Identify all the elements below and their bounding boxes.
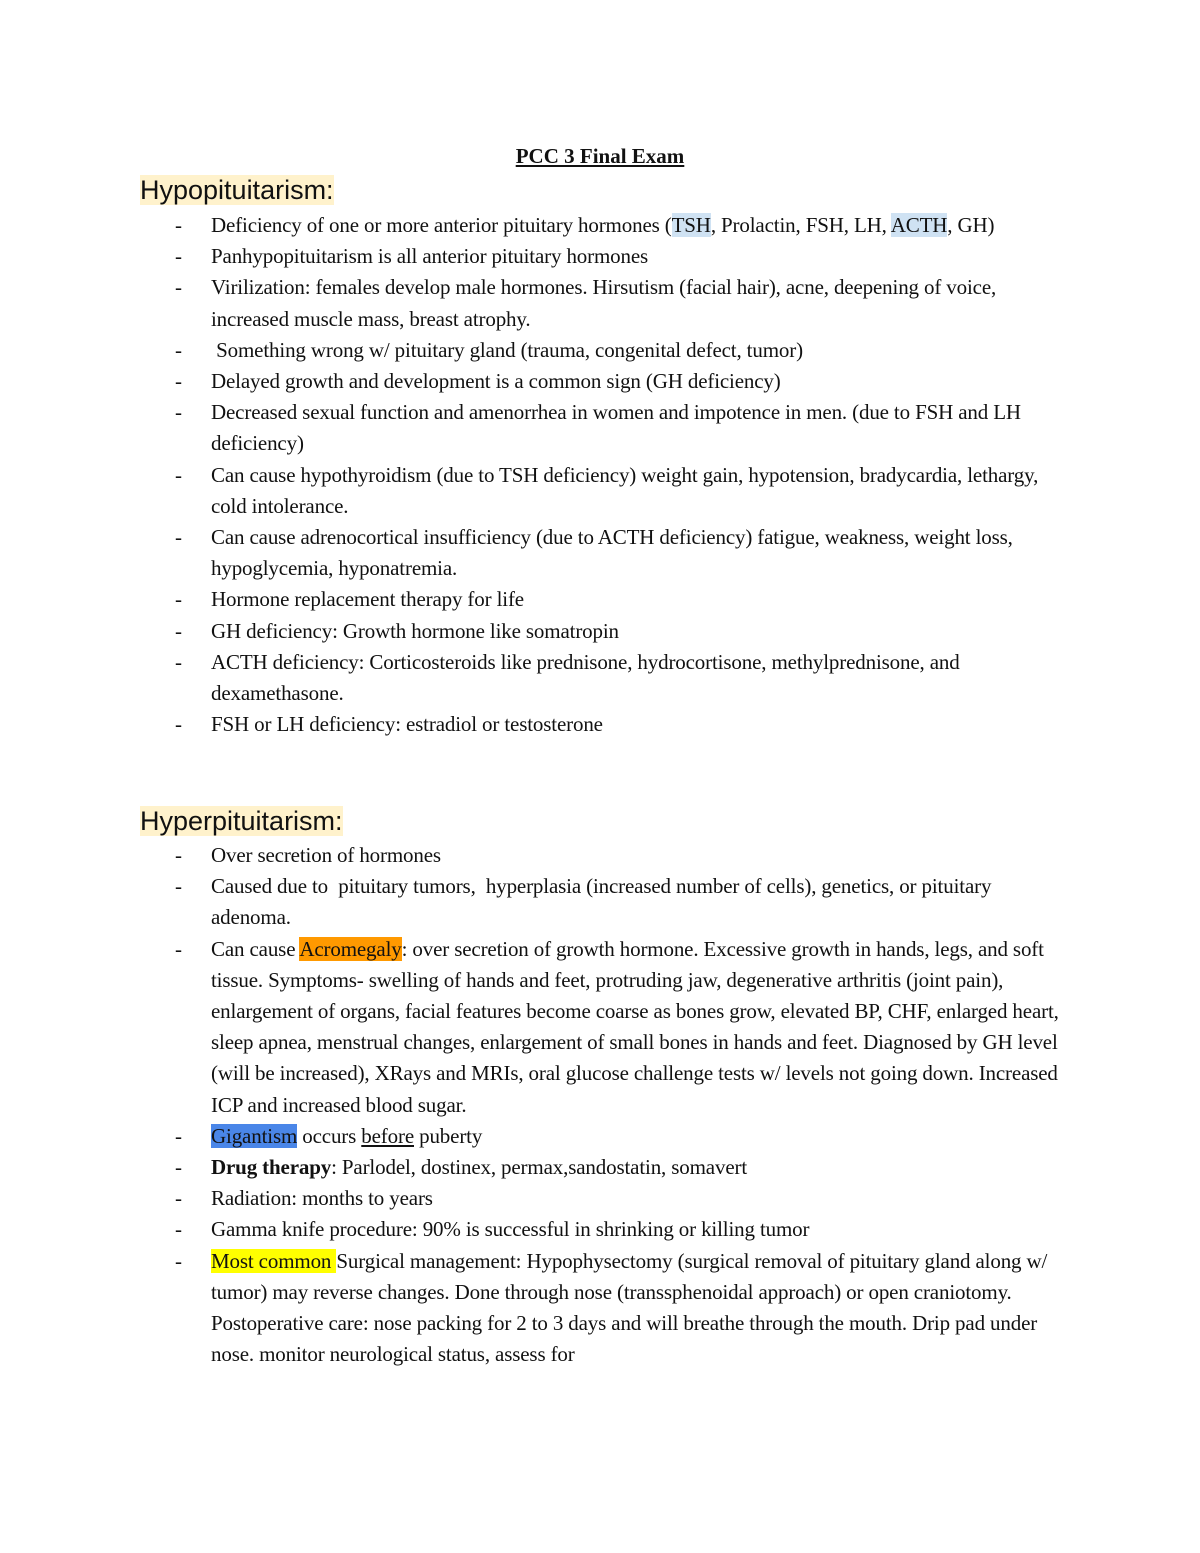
list-item: - FSH or LH deficiency: estradiol or testosterone [170, 709, 1070, 740]
text-run: , GH) [947, 213, 995, 237]
list-item [170, 1121, 1070, 1152]
highlight-gigantism: Gigantism [211, 1123, 298, 1148]
list-item: - Gamma knife procedure: 90% is successful in shrinking or killing tumor [170, 1214, 1070, 1245]
bold-drug-therapy: Drug therapy [211, 1155, 332, 1180]
highlight-most-common: Most common [211, 1248, 337, 1273]
text-run: Deficiency of one or more anterior pituitary hormones ( [211, 213, 672, 237]
text-run: puberty [414, 1123, 483, 1148]
page-title: PCC 3 Final Exam [515, 144, 685, 168]
list-item: - Radiation: months to years [170, 1183, 1070, 1214]
hypopituitarism-heading-text: Hypopituitarism: [140, 175, 334, 205]
list-item: - Decreased sexual function and amenorrhea in women and impotence in men. (due to FSH and LH deficiency) [170, 397, 1070, 459]
highlight-acth: ACTH [890, 213, 948, 237]
text-run: Can cause [211, 936, 300, 961]
list-item: - Something wrong w/ pituitary gland (trauma, congenital defect, tumor) [170, 335, 1070, 366]
hypopituitarism-heading [140, 172, 334, 208]
list-item: - GH deficiency: Growth hormone like somatropin [170, 616, 1070, 647]
list-item: - Delayed growth and development is a common sign (GH deficiency) [170, 366, 1070, 397]
hyperpituitarism-list [170, 840, 1070, 1370]
hyperpituitarism-heading-text: Hyperpituitarism: [140, 806, 343, 836]
text-run: , Prolactin, FSH, LH, [710, 213, 891, 237]
hypopituitarism-list [170, 210, 1070, 740]
list-item: - Hormone replacement therapy for life [170, 584, 1070, 615]
list-item [170, 1152, 1070, 1183]
text-run: Surgical management: Hypophysectomy (surgical removal of pituitary gland along w/ tumor) may reverse changes. Done through nose (transsphenoidal approach) or open craniotomy. Postoperative care: nose packing for 2 to 3 days and will breathe through the mouth. Drip pad under nose. monitor neurological status, assess for [211, 1248, 1053, 1367]
hyperpituitarism-heading [140, 803, 343, 839]
list-item [170, 210, 1070, 241]
list-item: - ACTH deficiency: Corticosteroids like prednisone, hydrocortisone, methylprednisone, and dexamethasone. [170, 647, 1070, 709]
list-item [170, 934, 1070, 1121]
list-item: - Caused due to pituitary tumors, hyperplasia (increased number of cells), genetics, or pituitary adenoma. [170, 871, 1070, 933]
list-item: - Can cause adrenocortical insufficiency (due to ACTH deficiency) fatigue, weakness, weight loss, hypoglycemia, hyponatremia. [170, 522, 1070, 584]
list-item: - Virilization: females develop male hormones. Hirsutism (facial hair), acne, deepening of voice, increased muscle mass, breast atrophy. [170, 272, 1070, 334]
highlight-acromegaly: Acromegaly [299, 936, 402, 961]
underlined-before: before [361, 1123, 414, 1148]
list-item: - Over secretion of hormones [170, 840, 1070, 871]
text-run: : Parlodel, dostinex, permax,sandostatin, somavert [331, 1155, 748, 1180]
list-item: - Can cause hypothyroidism (due to TSH deficiency) weight gain, hypotension, bradycardia, lethargy, cold intolerance. [170, 460, 1070, 522]
text-run: : over secretion of growth hormone. Excessive growth in hands, legs, and soft tissue. Symptoms- swelling of hands and feet, protruding jaw, degenerative arthritis (joint pain), enlargement of organs, facial features become coarse as bones grow, elevated BP, CHF, enlarged heart, sleep apnea, menstrual changes, enlargement of small bones in hands and feet. Diagnosed by GH level (will be increased), XRays and MRIs, oral glucose challenge tests w/ levels not going down. Increased ICP and increased blood sugar. [211, 936, 1059, 1117]
text-run: occurs [297, 1123, 362, 1148]
highlight-tsh: TSH [671, 213, 711, 237]
list-item [170, 1246, 1070, 1371]
list-item: - Panhypopituitarism is all anterior pituitary hormones [170, 241, 1070, 272]
